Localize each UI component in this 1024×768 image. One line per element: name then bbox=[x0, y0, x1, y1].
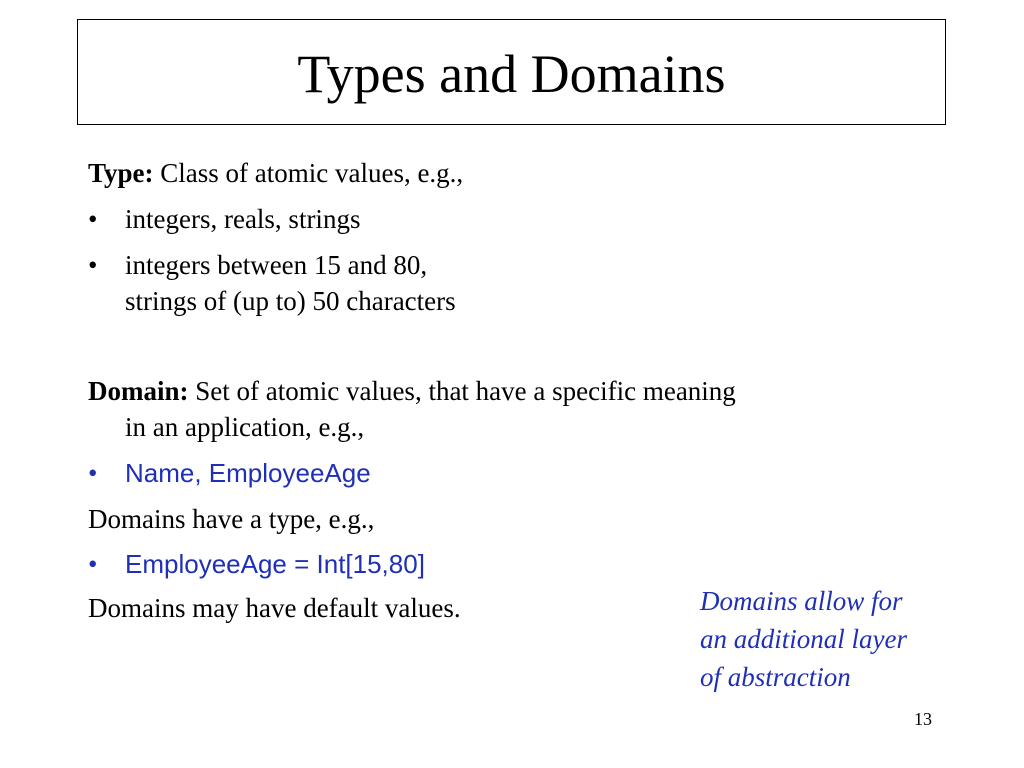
domains-type-bullet-text: EmployeeAge = Int[15,80] bbox=[125, 549, 425, 579]
type-definition-text: Class of atomic values, e.g., bbox=[153, 158, 464, 188]
type-definition bbox=[88, 157, 463, 189]
type-bullet-text: integers, reals, strings bbox=[125, 204, 361, 234]
note-line: of abstraction bbox=[700, 662, 851, 692]
abstraction-note bbox=[700, 582, 907, 696]
bullet-marker: • bbox=[88, 204, 98, 234]
slide-title: Types and Domains bbox=[297, 44, 726, 104]
type-bullet-2-continuation: strings of (up to) 50 characters bbox=[125, 286, 456, 316]
domain-definition-continuation: in an application, e.g., bbox=[125, 412, 365, 442]
domain-label: Domain: bbox=[88, 376, 189, 406]
title-box bbox=[77, 19, 946, 125]
domain-definition bbox=[88, 375, 736, 407]
bullet-marker: • bbox=[88, 458, 98, 488]
bullet-marker: • bbox=[88, 250, 98, 280]
domain-bullet-text: Name, EmployeeAge bbox=[125, 458, 371, 488]
type-label: Type: bbox=[88, 158, 154, 188]
domains-default-line: Domains may have default values. bbox=[88, 593, 461, 623]
domain-definition-text: Set of atomic values, that have a specific meaning bbox=[188, 376, 736, 406]
bullet-marker: • bbox=[88, 549, 98, 579]
note-line: Domains allow for bbox=[700, 586, 903, 616]
type-bullet-text: integers between 15 and 80, bbox=[125, 250, 428, 280]
note-line: an additional layer bbox=[700, 624, 907, 654]
page-number: 13 bbox=[914, 709, 932, 729]
domains-type-line: Domains have a type, e.g., bbox=[88, 504, 375, 534]
